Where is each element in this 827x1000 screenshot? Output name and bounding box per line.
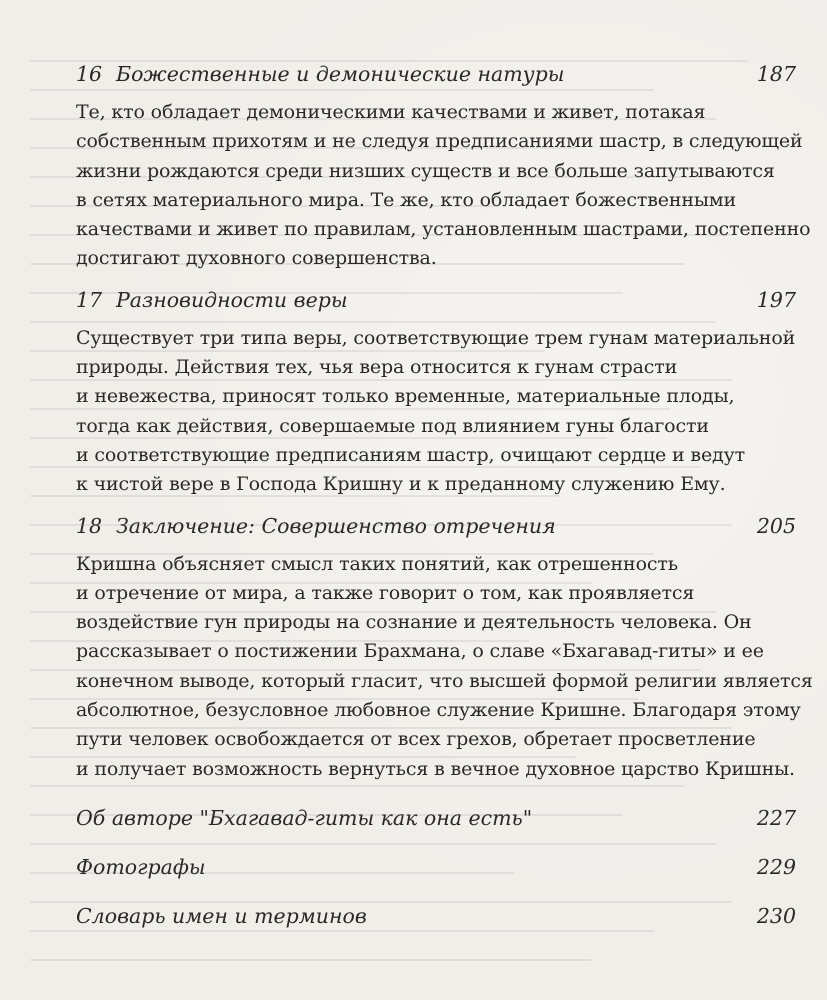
summary-line: жизни рождаются среди низших существ и все больше запутываются [76, 159, 775, 182]
summary-line: собственным прихотям и не следуя предписаниями шастр, в следующей [76, 130, 803, 153]
summary-line: Существует три типа веры, соответствующие трем гунам материальной [76, 326, 796, 349]
summary-line: и невежества, приносят только временные, материальные плоды, [76, 385, 735, 408]
entry-title: Словарь имен и терминов [76, 903, 367, 928]
toc-entry-photographs[interactable] [76, 855, 796, 885]
summary-line: Кришна объясняет смысл таких понятий, как отрешенность [76, 552, 678, 575]
toc-entry-about-author[interactable] [76, 806, 796, 836]
toc-entry-glossary[interactable] [76, 904, 796, 934]
summary-line: рассказывает о постижении Брахмана, о славе «Бхагавад-гиты» и ее [76, 640, 764, 663]
chapter-heading[interactable] [76, 288, 796, 318]
chapter-title: Разновидности веры [116, 287, 348, 312]
summary-line: и соответствующие предписаниям шастр, очищают сердце и ведут [76, 443, 745, 466]
chapter-title: Божественные и демонические натуры [116, 62, 565, 86]
chapter-page-number: 205 [756, 513, 796, 538]
toc-entry-chapter-18 [76, 513, 813, 784]
entry-page-number: 230 [756, 903, 796, 928]
summary-line: и отречение от мира, а также говорит о том, как проявляется [76, 581, 695, 604]
entry-page-number: 227 [756, 805, 796, 830]
chapter-summary [76, 550, 813, 784]
chapter-heading[interactable] [76, 514, 796, 544]
chapter-title: Заключение: Совершенство отречения [116, 513, 556, 538]
chapter-page-number: 187 [756, 62, 796, 86]
summary-line: и получает возможность вернуться в вечное духовное царство Кришны. [76, 757, 795, 780]
summary-line: абсолютное, безусловное любовное служение Кришне. Благодаря этому [76, 699, 801, 722]
chapter-number: 18 [76, 513, 103, 538]
summary-line: тогда как действия, совершаемые под влиянием гуны благости [76, 414, 709, 437]
toc-entry-chapter-16 [76, 62, 811, 274]
chapter-summary [76, 324, 796, 500]
summary-line: Те, кто обладает демоническими качествами и живет, потакая [76, 101, 706, 123]
summary-line: пути человек освобождается от всех грехов, обретает просветление [76, 728, 756, 751]
summary-line: воздействие гун природы на сознание и деятельность человека. Он [76, 611, 752, 634]
entry-title: Фотографы [76, 854, 206, 879]
summary-line: достигают духовного совершенства. [76, 247, 437, 270]
toc-entry-chapter-17 [76, 288, 796, 500]
entry-page-number: 229 [756, 854, 796, 879]
summary-line: природы. Действия тех, чья вера относится к гунам страсти [76, 356, 678, 379]
chapter-summary [76, 98, 811, 274]
chapter-number: 16 [76, 62, 103, 86]
summary-line: конечном выводе, который гласит, что высшей формой религии является [76, 669, 813, 692]
summary-line: к чистой вере в Господа Кришну и к преданному служению Ему. [76, 473, 726, 496]
table-of-contents [76, 62, 813, 934]
entry-title: Об авторе "Бхагавад-гиты как она есть" [76, 805, 533, 830]
chapter-number: 17 [76, 287, 103, 312]
chapter-heading[interactable] [76, 62, 796, 92]
summary-line: в сетях материального мира. Те же, кто обладает божественными [76, 188, 737, 211]
chapter-page-number: 197 [756, 287, 796, 312]
summary-line: качествами и живет по правилам, установленным шастрами, постепенно [76, 218, 811, 241]
